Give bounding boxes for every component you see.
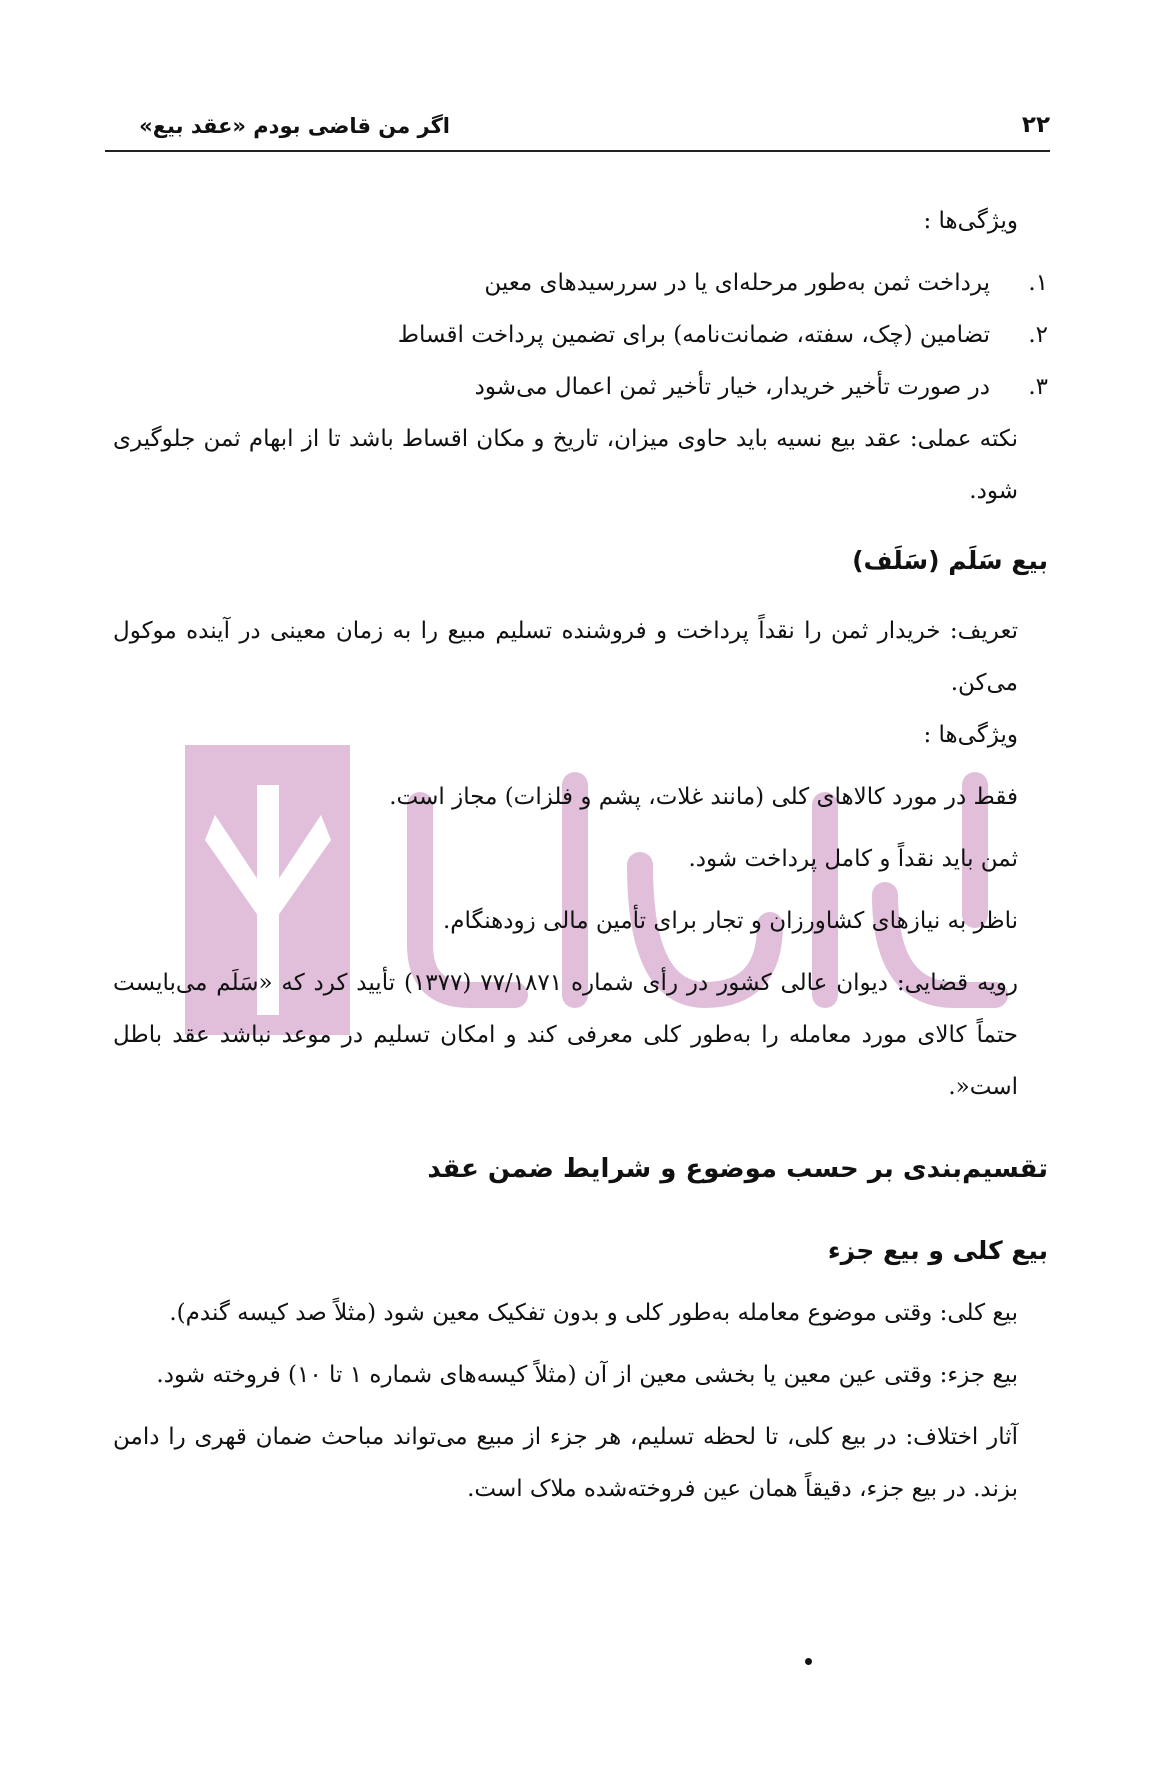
kolli-definition: بیع کلی: وقتی موضوع معامله به‌طور کلی و بدون تفکیک معین شود (مثلاً صد کیسه گندم). [169,1300,1018,1326]
list-item-number: ۱. [1028,270,1048,296]
salam-heading: بیع سَلَم (سَلَف) [852,546,1048,575]
list-item [113,257,1048,309]
salam-feature: ثمن باید نقداً و کامل پرداخت شود. [688,846,1018,872]
bullet-dot [805,1658,812,1665]
joz-definition: بیع جزء: وقتی عین معین یا بخشی معین از آن (مثلاً کیسه‌های شماره ۱ تا ۱۰) فروخته شود. [156,1362,1018,1388]
salam-definition: تعریف: خریدار ثمن را نقداً پرداخت و فروشنده تسلیم مبیع را به زمان معینی در آینده موکول می‌کن. [113,618,1018,696]
salam-feature: فقط در مورد کالاهای کلی (مانند غلات، پشم و فلزات) مجاز است. [389,784,1018,810]
list-item-text: در صورت تأخیر خریدار، خیار تأخیر ثمن اعمال می‌شود [474,374,990,400]
running-title: اگر من قاضی بودم «عقد بیع» [139,114,450,138]
list-item-text: تضامین (چک، سفته، ضمانت‌نامه) برای تضمین پرداخت اقساط [397,322,990,348]
difference-effects: آثار اختلاف: در بیع کلی، تا لحظه تسلیم، هر جزء از مبیع می‌تواند مباحث ضمان قهری را دامن بزند. در بیع جزء، دقیقاً همان عین فروخته‌شده ملاک است. [113,1424,1018,1502]
list-item [113,361,1048,413]
salam-features-label: ویژگی‌ها : [923,722,1018,748]
practical-note: نکته عملی: عقد بیع نسیه باید حاوی میزان، تاریخ و مکان اقساط باشد تا از ابهام ثمن جلوگیری شود. [113,426,1018,504]
classification-heading: تقسیم‌بندی بر حسب موضوع و شرایط ضمن عقد [427,1154,1048,1184]
list-item-number: ۲. [1028,322,1048,348]
kolli-joz-heading: بیع کلی و بیع جزء [827,1236,1048,1265]
features-label: ویژگی‌ها : [923,208,1018,234]
judicial-precedent: رویه قضایی: دیوان عالی کشور در رأی شماره ۷۷/۱۸۷۱ (۱۳۷۷) تأیید کرد که «سَلَم می‌بایست حتماً کالای مورد معامله را به‌طور کلی معرفی کند و امکان تسلیم در موعد نباشد عقد باطل است«. [113,970,1018,1100]
list-item-number: ۳. [1028,374,1048,400]
list-item-text: پرداخت ثمن به‌طور مرحله‌ای یا در سررسیدهای معین [484,270,990,296]
features-list [113,257,1048,413]
page-number: ۲۲ [1021,112,1050,138]
page-header [105,108,1050,152]
list-item [113,309,1048,361]
page-body [113,195,1048,1515]
salam-feature: ناظر به نیازهای کشاورزان و تجار برای تأمین مالی زودهنگام. [442,908,1018,934]
